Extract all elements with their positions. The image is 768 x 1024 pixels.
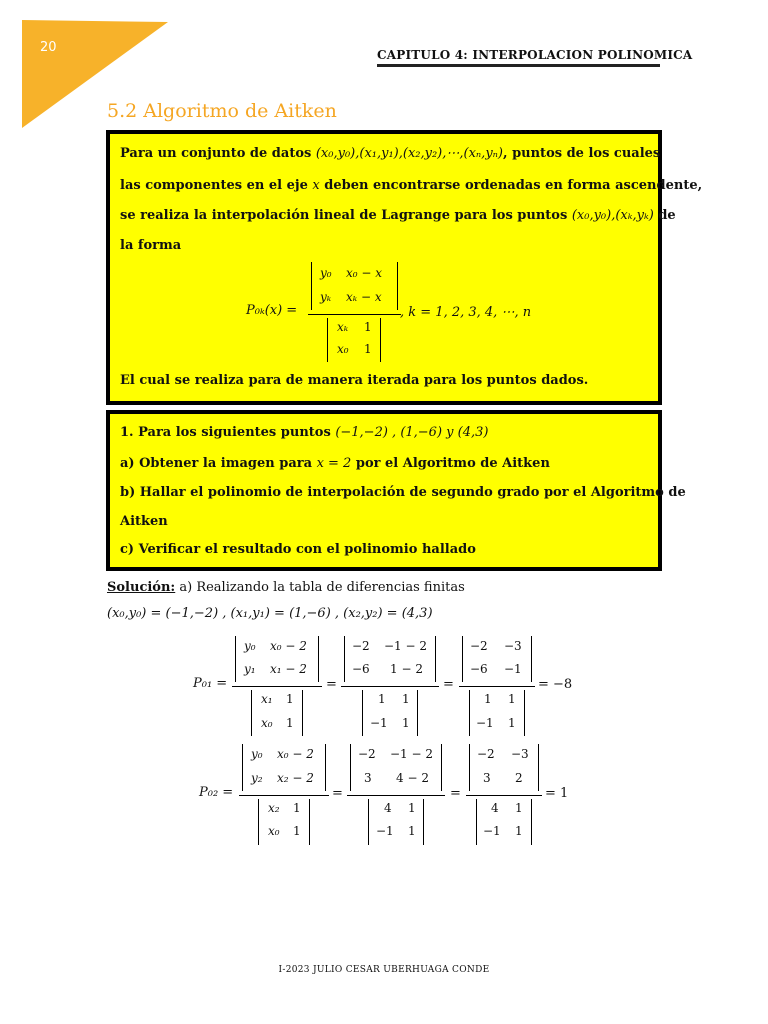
p01-result: = −8 bbox=[538, 677, 573, 692]
formula-rhs: , k = 1, 2, 3, 4, ⋯, n bbox=[400, 305, 532, 320]
p02-lhs: P₀₂ = bbox=[199, 785, 234, 800]
p01-lhs: P₀₁ = bbox=[193, 676, 228, 691]
exercise-line-5: c) Verificar el resultado con el polinomio hallado bbox=[120, 542, 476, 557]
theory-line-1: Para un conjunto de datos (x₀,y₀),(x₁,y₁),(x₂,y₂),⋯,(xₙ,yₙ), puntos de los cuales bbox=[120, 146, 661, 161]
section-title: 5.2 Algoritmo de Aitken bbox=[107, 100, 337, 122]
formula-lhs: P₀ₖ(x) = bbox=[246, 303, 298, 318]
exercise-line-1: 1. Para los siguientes puntos (−1,−2) , (1,−6) y (4,3) bbox=[120, 425, 489, 440]
theory-last-line: El cual se realiza para de manera iterada para los puntos dados. bbox=[120, 373, 589, 388]
p02-result: = 1 bbox=[545, 786, 569, 801]
theory-line-3: se realiza la interpolación lineal de Lagrange para los puntos (x₀,y₀),(xₖ,yₖ) de bbox=[120, 208, 676, 223]
theory-box bbox=[106, 130, 662, 405]
theory-line-2: las componentes en el eje x deben encontrarse ordenadas en forma ascendente, bbox=[120, 178, 703, 193]
page-number: 20 bbox=[40, 40, 57, 55]
data-points-math: (x₀,y₀),(x₁,y₁),(x₂,y₂),⋯,(xₙ,yₙ) bbox=[315, 146, 504, 161]
formula-fraction-bar bbox=[308, 314, 401, 315]
exercise-line-4: Aitken bbox=[120, 514, 168, 529]
exercise-line-3: b) Hallar el polinomio de interpolación de segundo grado por el Algoritmo de bbox=[120, 485, 686, 500]
theory-line-4: la forma bbox=[120, 238, 182, 253]
chapter-title: CAPITULO 4: INTERPOLACION POLINOMICA bbox=[377, 48, 693, 62]
chapter-rule bbox=[377, 64, 660, 67]
page-footer: I-2023 JULIO CESAR UBERHUAGA CONDE bbox=[278, 965, 490, 975]
solution-heading: Solución: a) Realizando la tabla de diferencias finitas bbox=[107, 580, 465, 595]
solution-points: (x₀,y₀) = (−1,−2) , (x₁,y₁) = (1,−6) , (x₂,y₂) = (4,3) bbox=[107, 606, 433, 621]
exercise-line-2: a) Obtener la imagen para x = 2 por el Algoritmo de Aitken bbox=[120, 456, 550, 471]
